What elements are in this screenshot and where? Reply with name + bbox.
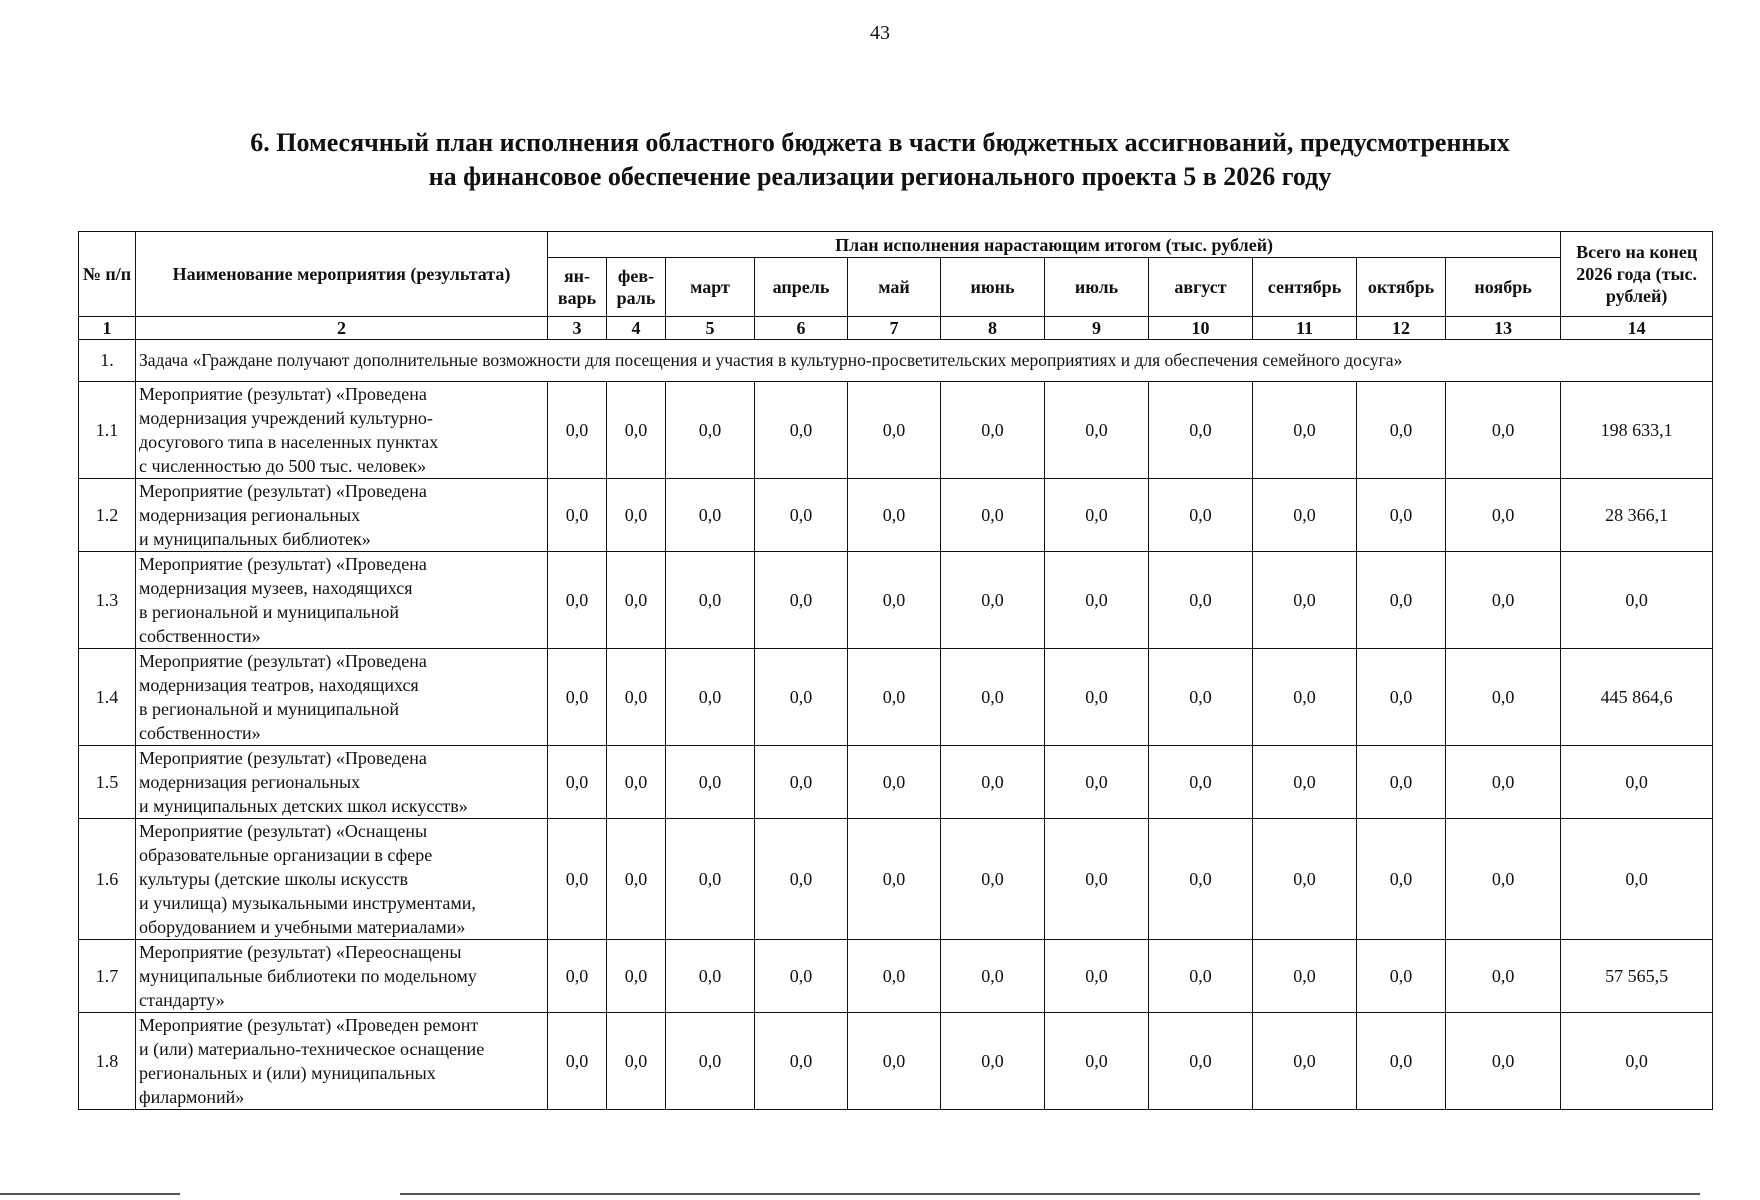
table-row bbox=[79, 552, 1713, 649]
row-month-value: 0,0 bbox=[1446, 479, 1561, 552]
row-month-value: 0,0 bbox=[548, 552, 607, 649]
row-month-value: 0,0 bbox=[755, 1013, 848, 1110]
row-month-value: 0,0 bbox=[1045, 552, 1149, 649]
row-month-value: 0,0 bbox=[548, 649, 607, 746]
row-num: 1.8 bbox=[79, 1013, 136, 1110]
row-total: 198 633,1 bbox=[1561, 382, 1713, 479]
row-num: 1.7 bbox=[79, 940, 136, 1013]
row-name: Мероприятие (результат) «Проведена модернизация региональных и муниципальных библиотек» bbox=[136, 479, 548, 552]
row-total: 0,0 bbox=[1561, 746, 1713, 819]
row-month-value: 0,0 bbox=[848, 1013, 941, 1110]
row-month-value: 0,0 bbox=[1253, 1013, 1357, 1110]
row-month-value: 0,0 bbox=[848, 819, 941, 940]
row-month-value: 0,0 bbox=[1446, 819, 1561, 940]
row-month-value: 0,0 bbox=[1149, 382, 1253, 479]
footer-rule-right bbox=[400, 1193, 1700, 1195]
table-row bbox=[79, 382, 1713, 479]
row-month-value: 0,0 bbox=[666, 819, 755, 940]
row-month-value: 0,0 bbox=[755, 479, 848, 552]
row-month-value: 0,0 bbox=[607, 479, 666, 552]
row-month-value: 0,0 bbox=[1149, 940, 1253, 1013]
table-row bbox=[79, 1013, 1713, 1110]
row-month-value: 0,0 bbox=[848, 479, 941, 552]
header-plan-group: План исполнения нарастающим итогом (тыс. рублей) bbox=[548, 232, 1561, 258]
row-num: 1.2 bbox=[79, 479, 136, 552]
row-month-value: 0,0 bbox=[1149, 746, 1253, 819]
column-number: 1 bbox=[79, 317, 136, 340]
row-month-value: 0,0 bbox=[1357, 746, 1446, 819]
column-number: 9 bbox=[1045, 317, 1149, 340]
header-month: март bbox=[666, 258, 755, 317]
row-month-value: 0,0 bbox=[548, 940, 607, 1013]
row-month-value: 0,0 bbox=[941, 819, 1045, 940]
row-month-value: 0,0 bbox=[607, 382, 666, 479]
row-month-value: 0,0 bbox=[607, 1013, 666, 1110]
row-month-value: 0,0 bbox=[548, 819, 607, 940]
column-number: 11 bbox=[1253, 317, 1357, 340]
row-month-value: 0,0 bbox=[666, 1013, 755, 1110]
row-name: Мероприятие (результат) «Проведена модернизация учреждений культурно- досугового типа в населенных пунктах с численностью до 500 тыс. человек» bbox=[136, 382, 548, 479]
header-month: ян- варь bbox=[548, 258, 607, 317]
column-number: 13 bbox=[1446, 317, 1561, 340]
row-month-value: 0,0 bbox=[1253, 649, 1357, 746]
row-num: 1.6 bbox=[79, 819, 136, 940]
row-total: 28 366,1 bbox=[1561, 479, 1713, 552]
column-number: 10 bbox=[1149, 317, 1253, 340]
row-month-value: 0,0 bbox=[1446, 382, 1561, 479]
column-number: 5 bbox=[666, 317, 755, 340]
row-month-value: 0,0 bbox=[607, 940, 666, 1013]
row-month-value: 0,0 bbox=[1357, 1013, 1446, 1110]
title-line-2: на финансовое обеспечение реализации регионального проекта 5 в 2026 году bbox=[428, 162, 1332, 191]
row-month-value: 0,0 bbox=[1253, 382, 1357, 479]
row-month-value: 0,0 bbox=[1253, 819, 1357, 940]
header-month: сентябрь bbox=[1253, 258, 1357, 317]
row-month-value: 0,0 bbox=[1357, 940, 1446, 1013]
header-num: № п/п bbox=[79, 232, 136, 317]
row-month-value: 0,0 bbox=[1357, 649, 1446, 746]
row-month-value: 0,0 bbox=[1357, 552, 1446, 649]
page-number: 43 bbox=[870, 22, 890, 44]
header-month: фев- раль bbox=[607, 258, 666, 317]
task-text: Задача «Граждане получают дополнительные возможности для посещения и участия в культурно-просветительских мероприятиях и для обеспечения семейного досуга» bbox=[136, 340, 1713, 382]
row-month-value: 0,0 bbox=[1149, 479, 1253, 552]
row-month-value: 0,0 bbox=[941, 649, 1045, 746]
row-month-value: 0,0 bbox=[1446, 1013, 1561, 1110]
row-month-value: 0,0 bbox=[1149, 552, 1253, 649]
row-month-value: 0,0 bbox=[1253, 479, 1357, 552]
row-month-value: 0,0 bbox=[666, 746, 755, 819]
row-total: 0,0 bbox=[1561, 552, 1713, 649]
row-month-value: 0,0 bbox=[941, 1013, 1045, 1110]
row-month-value: 0,0 bbox=[1045, 746, 1149, 819]
row-num: 1.4 bbox=[79, 649, 136, 746]
row-month-value: 0,0 bbox=[755, 649, 848, 746]
row-month-value: 0,0 bbox=[941, 479, 1045, 552]
row-month-value: 0,0 bbox=[607, 649, 666, 746]
row-total: 0,0 bbox=[1561, 1013, 1713, 1110]
footer-rule-left bbox=[0, 1193, 180, 1195]
row-month-value: 0,0 bbox=[755, 382, 848, 479]
header-name: Наименование мероприятия (результата) bbox=[136, 232, 548, 317]
column-number: 2 bbox=[136, 317, 548, 340]
row-month-value: 0,0 bbox=[607, 819, 666, 940]
row-month-value: 0,0 bbox=[548, 479, 607, 552]
row-month-value: 0,0 bbox=[666, 382, 755, 479]
row-month-value: 0,0 bbox=[755, 552, 848, 649]
row-total: 57 565,5 bbox=[1561, 940, 1713, 1013]
row-month-value: 0,0 bbox=[548, 382, 607, 479]
table-row bbox=[79, 746, 1713, 819]
row-month-value: 0,0 bbox=[848, 746, 941, 819]
row-month-value: 0,0 bbox=[666, 649, 755, 746]
row-name: Мероприятие (результат) «Проведен ремонт и (или) материально-техническое оснащение региональных и (или) муниципальных филармоний» bbox=[136, 1013, 548, 1110]
row-month-value: 0,0 bbox=[848, 552, 941, 649]
row-month-value: 0,0 bbox=[607, 746, 666, 819]
row-month-value: 0,0 bbox=[848, 649, 941, 746]
row-month-value: 0,0 bbox=[1045, 819, 1149, 940]
row-month-value: 0,0 bbox=[941, 746, 1045, 819]
row-month-value: 0,0 bbox=[941, 940, 1045, 1013]
budget-plan-table bbox=[78, 231, 1713, 1110]
row-month-value: 0,0 bbox=[1045, 1013, 1149, 1110]
row-month-value: 0,0 bbox=[1253, 552, 1357, 649]
row-month-value: 0,0 bbox=[1045, 940, 1149, 1013]
table-row bbox=[79, 479, 1713, 552]
row-name: Мероприятие (результат) «Проведена модернизация музеев, находящихся в региональной и муниципальной собственности» bbox=[136, 552, 548, 649]
column-number: 6 bbox=[755, 317, 848, 340]
header-month: октябрь bbox=[1357, 258, 1446, 317]
row-total: 445 864,6 bbox=[1561, 649, 1713, 746]
row-num: 1.5 bbox=[79, 746, 136, 819]
header-month: апрель bbox=[755, 258, 848, 317]
header-month: май bbox=[848, 258, 941, 317]
row-name: Мероприятие (результат) «Проведена модернизация театров, находящихся в региональной и муниципальной собственности» bbox=[136, 649, 548, 746]
column-number: 3 bbox=[548, 317, 607, 340]
row-month-value: 0,0 bbox=[666, 479, 755, 552]
header-month: июль bbox=[1045, 258, 1149, 317]
table-row bbox=[79, 819, 1713, 940]
task-row bbox=[79, 340, 1713, 382]
row-month-value: 0,0 bbox=[1357, 819, 1446, 940]
row-month-value: 0,0 bbox=[1446, 746, 1561, 819]
row-month-value: 0,0 bbox=[941, 382, 1045, 479]
row-month-value: 0,0 bbox=[755, 819, 848, 940]
column-number: 4 bbox=[607, 317, 666, 340]
task-num: 1. bbox=[79, 340, 136, 382]
row-month-value: 0,0 bbox=[848, 940, 941, 1013]
column-number: 14 bbox=[1561, 317, 1713, 340]
row-month-value: 0,0 bbox=[1253, 746, 1357, 819]
row-month-value: 0,0 bbox=[1045, 649, 1149, 746]
row-month-value: 0,0 bbox=[1357, 382, 1446, 479]
header-month: ноябрь bbox=[1446, 258, 1561, 317]
section-title bbox=[0, 126, 1760, 194]
header-total: Всего на конец 2026 года (тыс. рублей) bbox=[1561, 232, 1713, 317]
table-row bbox=[79, 649, 1713, 746]
row-month-value: 0,0 bbox=[548, 1013, 607, 1110]
row-month-value: 0,0 bbox=[1045, 479, 1149, 552]
column-number: 7 bbox=[848, 317, 941, 340]
row-name: Мероприятие (результат) «Переоснащены муниципальные библиотеки по модельному стандарту» bbox=[136, 940, 548, 1013]
row-month-value: 0,0 bbox=[1446, 552, 1561, 649]
row-month-value: 0,0 bbox=[1446, 940, 1561, 1013]
header-month: август bbox=[1149, 258, 1253, 317]
table-row bbox=[79, 940, 1713, 1013]
row-name: Мероприятие (результат) «Проведена модернизация региональных и муниципальных детских школ искусств» bbox=[136, 746, 548, 819]
row-month-value: 0,0 bbox=[1149, 1013, 1253, 1110]
row-month-value: 0,0 bbox=[941, 552, 1045, 649]
row-month-value: 0,0 bbox=[607, 552, 666, 649]
row-month-value: 0,0 bbox=[548, 746, 607, 819]
row-month-value: 0,0 bbox=[755, 746, 848, 819]
row-month-value: 0,0 bbox=[755, 940, 848, 1013]
row-name: Мероприятие (результат) «Оснащены образовательные организации в сфере культуры (детские школы искусств и училища) музыкальными инструментами, оборудованием и учебными материалами» bbox=[136, 819, 548, 940]
row-month-value: 0,0 bbox=[1149, 819, 1253, 940]
row-month-value: 0,0 bbox=[1357, 479, 1446, 552]
header-month: июнь bbox=[941, 258, 1045, 317]
title-line-1: 6. Помесячный план исполнения областного бюджета в части бюджетных ассигнований, предусмотренных bbox=[250, 128, 1510, 157]
row-month-value: 0,0 bbox=[1149, 649, 1253, 746]
row-month-value: 0,0 bbox=[1045, 382, 1149, 479]
row-num: 1.1 bbox=[79, 382, 136, 479]
row-num: 1.3 bbox=[79, 552, 136, 649]
row-total: 0,0 bbox=[1561, 819, 1713, 940]
row-month-value: 0,0 bbox=[666, 552, 755, 649]
row-month-value: 0,0 bbox=[1446, 649, 1561, 746]
row-month-value: 0,0 bbox=[1253, 940, 1357, 1013]
column-number: 8 bbox=[941, 317, 1045, 340]
row-month-value: 0,0 bbox=[848, 382, 941, 479]
column-number: 12 bbox=[1357, 317, 1446, 340]
row-month-value: 0,0 bbox=[666, 940, 755, 1013]
